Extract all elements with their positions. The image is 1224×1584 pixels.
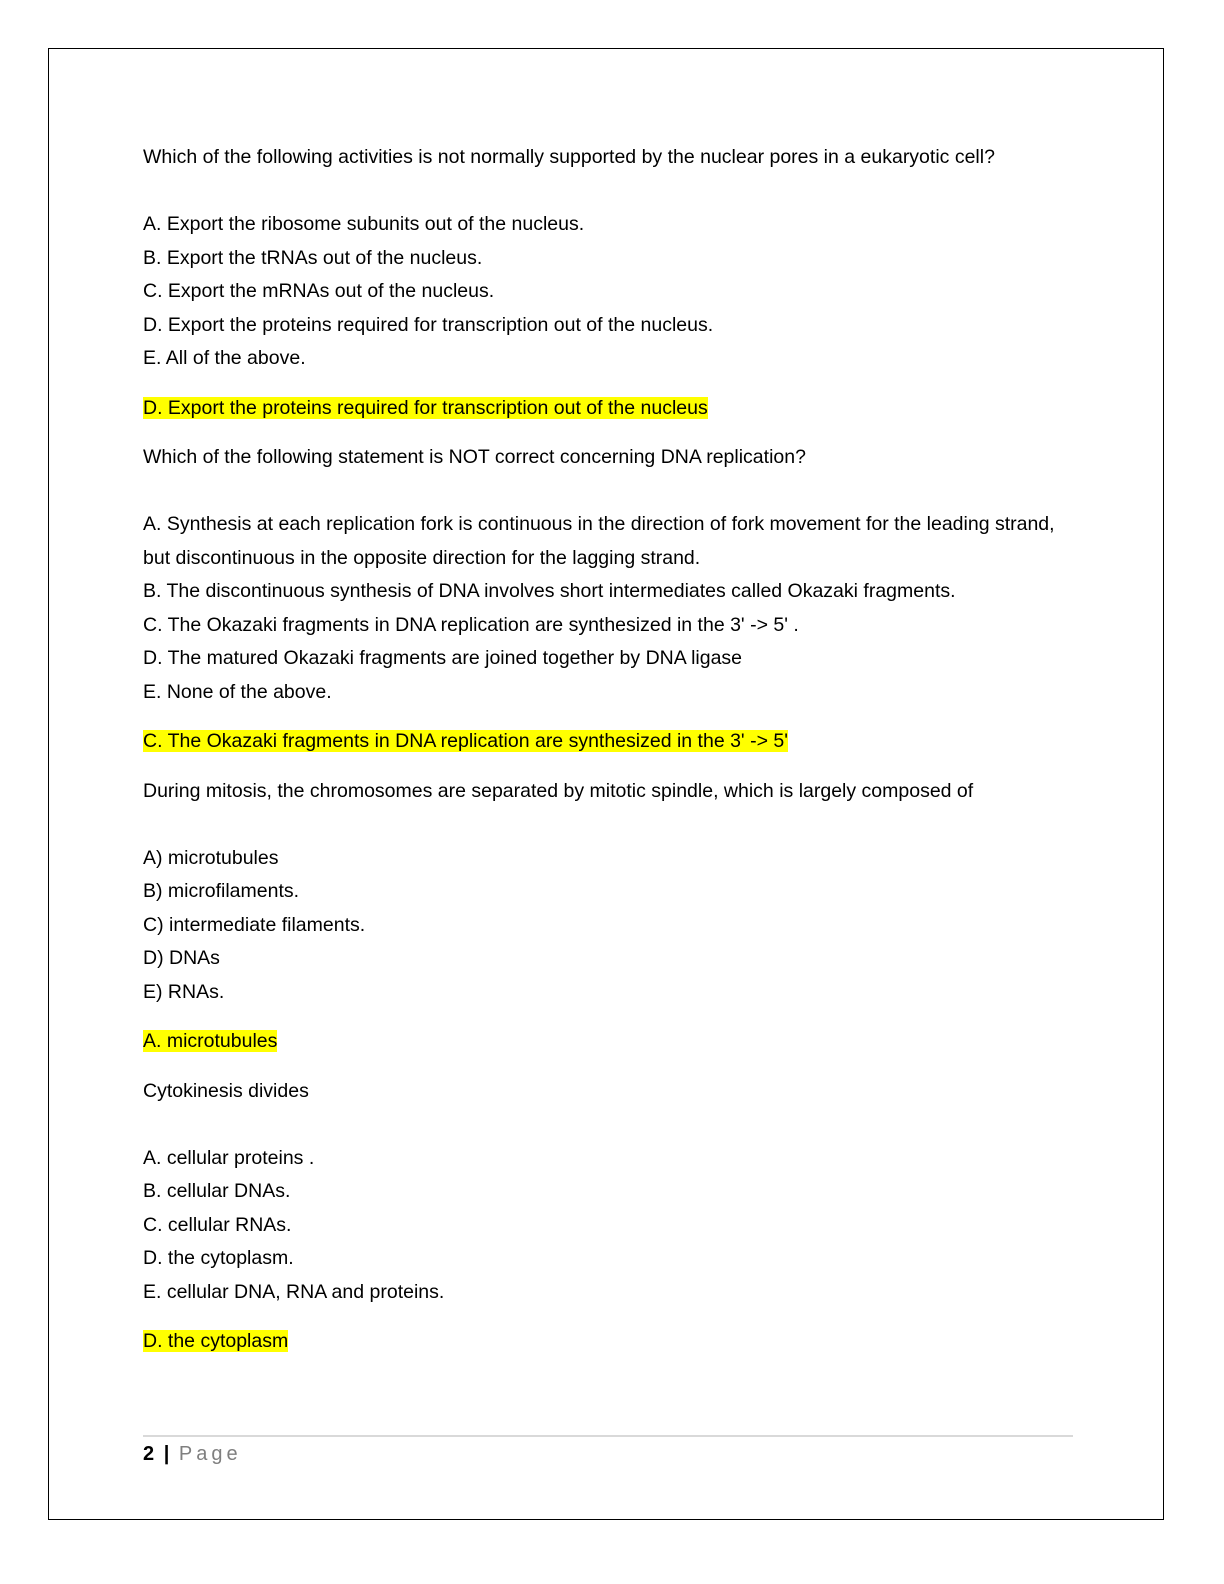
question-text: Which of the following statement is NOT correct concerning DNA replication? <box>143 446 806 468</box>
answer-option: E. cellular DNA, RNA and proteins. <box>143 1280 445 1303</box>
answer-text: C. The Okazaki fragments in DNA replication are synthesized in the 3' -> 5' <box>143 730 788 752</box>
answer-text: D. Export the proteins required for transcription out of the nucleus <box>143 396 708 419</box>
answer-text: D. the cytoplasm <box>143 1330 289 1352</box>
question-text: Cytokinesis divides <box>143 1079 309 1102</box>
page-label: Page <box>178 1443 242 1465</box>
answer-option: C. The Okazaki fragments in DNA replication are synthesized in the 3' -> 5' . <box>143 613 799 636</box>
page-footer <box>143 1440 242 1468</box>
highlighted-answer <box>143 725 1073 759</box>
answer-option: A. cellular proteins . <box>143 1146 315 1169</box>
question-block <box>143 775 1073 1059</box>
highlighted-answer <box>143 1325 1073 1359</box>
question-text: Which of the following activities is not normally supported by the nuclear pores in a eukaryotic cell? <box>143 146 995 168</box>
footer-separator: | <box>163 1443 170 1465</box>
highlighted-answer <box>143 1025 1073 1059</box>
page-number: 2 <box>143 1443 155 1465</box>
answer-option: E. None of the above. <box>143 680 332 703</box>
answer-option: C. Export the mRNAs out of the nucleus. <box>143 280 495 302</box>
answer-option: A. Synthesis at each replication fork is continuous in the direction of fork movement for the leading strand, but discontinuous in the opposite direction for the lagging strand. <box>143 513 1055 569</box>
answer-text: A. microtubules <box>143 1030 278 1052</box>
answer-option: E) RNAs. <box>143 980 225 1003</box>
answer-option: E. All of the above. <box>143 347 306 369</box>
answer-option: C. cellular RNAs. <box>143 1213 292 1236</box>
question-text: During mitosis, the chromosomes are separated by mitotic spindle, which is largely composed of <box>143 779 974 802</box>
answer-option: D. the cytoplasm. <box>143 1247 294 1269</box>
answer-option: D) DNAs <box>143 947 220 969</box>
question-block <box>143 141 1073 425</box>
answer-option: B. The discontinuous synthesis of DNA involves short intermediates called Okazaki fragments. <box>143 580 956 602</box>
answer-option: D. The matured Okazaki fragments are joined together by DNA ligase <box>143 647 743 669</box>
answer-option: A) microtubules <box>143 846 279 869</box>
question-block <box>143 1075 1073 1359</box>
highlighted-answer <box>143 392 1073 426</box>
answer-option: B) microfilaments. <box>143 880 300 902</box>
footer-divider <box>143 1435 1073 1437</box>
answer-option: D. Export the proteins required for transcription out of the nucleus. <box>143 313 714 336</box>
question-block <box>143 441 1073 759</box>
answer-option: A. Export the ribosome subunits out of the nucleus. <box>143 213 585 235</box>
answer-option: B. Export the tRNAs out of the nucleus. <box>143 246 483 269</box>
answer-option: C) intermediate filaments. <box>143 913 366 936</box>
document-body <box>143 141 1073 1375</box>
answer-option: B. cellular DNAs. <box>143 1180 291 1202</box>
